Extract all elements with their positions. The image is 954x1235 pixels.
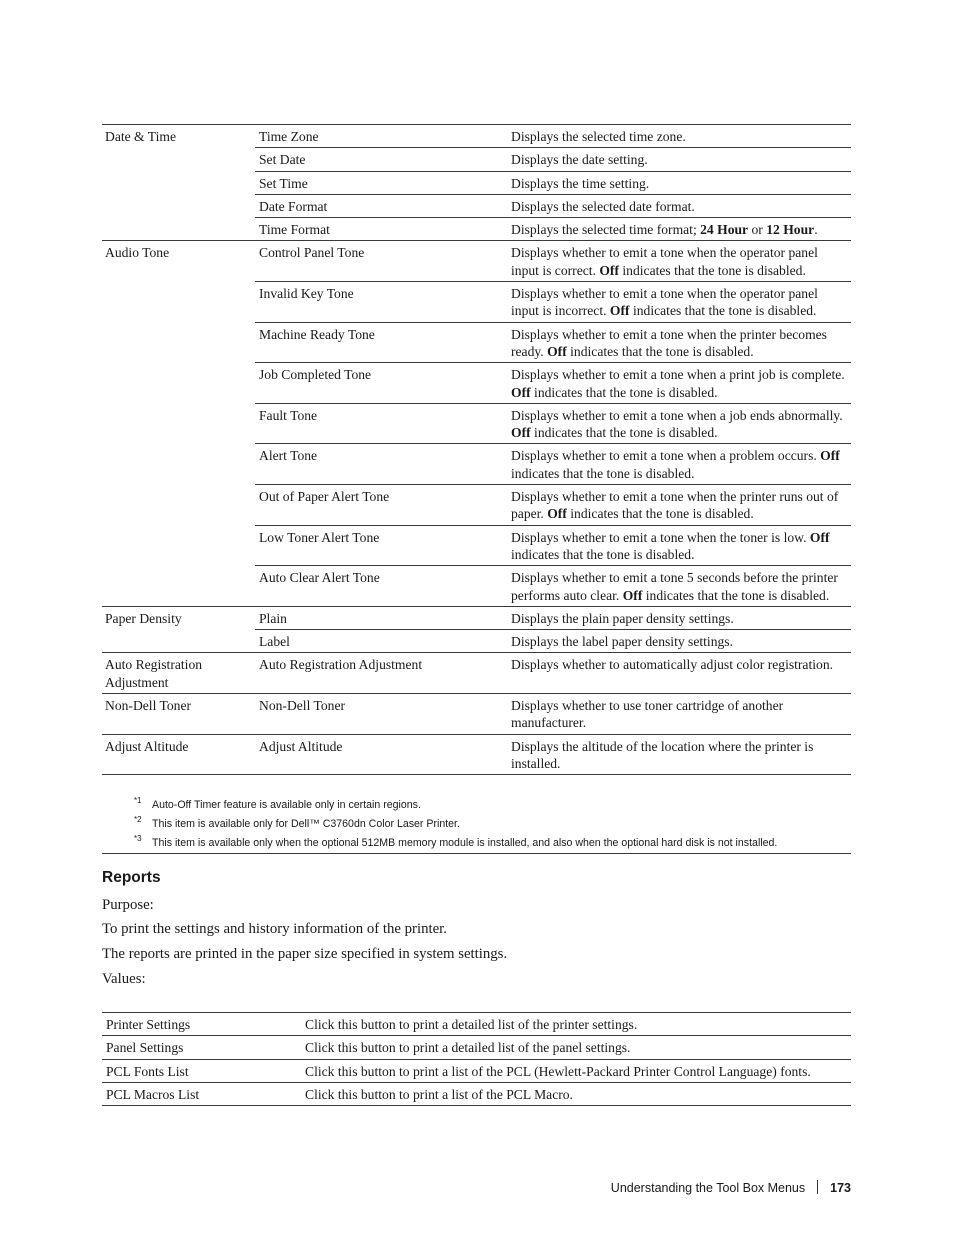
setting-description: Displays whether to use toner cartridge of another manufacturer.	[507, 694, 851, 735]
description-text: Displays whether to emit a tone when the operator panel input is incorrect.	[511, 286, 818, 319]
setting-group	[102, 148, 255, 171]
description-text: Displays whether to emit a tone when a print job is complete.	[511, 367, 845, 383]
description-text: indicates that the tone is disabled.	[511, 546, 695, 562]
table-row	[102, 194, 851, 217]
setting-item: Non-Dell Toner	[255, 694, 507, 735]
setting-group: Date & Time	[102, 125, 255, 148]
footnotes	[102, 793, 851, 854]
purpose-label: Purpose:	[102, 897, 154, 913]
table-row	[102, 363, 851, 404]
table-row	[102, 125, 851, 148]
description-text: Displays whether to emit a tone when the toner is low.	[511, 529, 810, 545]
report-item: PCL Macros List	[102, 1082, 301, 1105]
setting-group	[102, 363, 255, 404]
setting-item: Out of Paper Alert Tone	[255, 485, 507, 526]
footnote-mark: *1	[134, 796, 142, 805]
description-text: Displays whether to emit a tone 5 seconds before the printer performs auto clear.	[511, 570, 838, 603]
description-text: indicates that the tone is disabled.	[618, 262, 806, 278]
section-heading: Reports	[102, 869, 161, 886]
report-description: Click this button to print a detailed list of the panel settings.	[301, 1036, 851, 1059]
setting-description	[507, 444, 851, 485]
setting-item: Fault Tone	[255, 403, 507, 444]
setting-group: Non-Dell Toner	[102, 694, 255, 735]
footnote-text: Auto-Off Timer feature is available only in certain regions.	[152, 799, 421, 811]
table-row	[102, 630, 851, 653]
footer-section-title: Understanding the Tool Box Menus	[610, 1181, 806, 1195]
description-text: Displays whether to emit a tone when the printer runs out of paper.	[511, 489, 839, 522]
table-row	[102, 734, 851, 775]
setting-group: Adjust Altitude	[102, 734, 255, 775]
setting-item: Machine Ready Tone	[255, 322, 507, 363]
setting-item: Label	[255, 630, 507, 653]
table-row	[102, 653, 851, 694]
setting-description: Displays the time setting.	[507, 171, 851, 194]
setting-group	[102, 566, 255, 607]
page-footer	[611, 1180, 851, 1195]
table-row	[102, 1036, 851, 1059]
bold-value: Off	[511, 425, 531, 441]
setting-item: Auto Registration Adjustment	[255, 653, 507, 694]
setting-item: Auto Clear Alert Tone	[255, 566, 507, 607]
setting-group	[102, 194, 255, 217]
setting-description	[507, 218, 851, 241]
footer-divider	[817, 1180, 818, 1194]
setting-description	[507, 403, 851, 444]
setting-item: Plain	[255, 606, 507, 629]
setting-description: Displays whether to automatically adjust color registration.	[507, 653, 851, 694]
setting-description: Displays the selected date format.	[507, 194, 851, 217]
report-description: Click this button to print a detailed list of the printer settings.	[301, 1013, 851, 1036]
table-row	[102, 282, 851, 323]
bold-value: Off	[820, 448, 840, 464]
table-row	[102, 694, 851, 735]
description-text: Displays whether to emit a tone when a job ends abnormally.	[511, 407, 843, 423]
description-text: indicates that the tone is disabled.	[629, 303, 817, 319]
setting-item: Time Zone	[255, 125, 507, 148]
table-row	[102, 606, 851, 629]
report-description: Click this button to print a list of the PCL (Hewlett-Packard Printer Control Language) fonts.	[301, 1059, 851, 1082]
table-row	[102, 403, 851, 444]
description-text: Displays whether to emit a tone when the operator panel input is correct.	[511, 245, 818, 278]
description-text: indicates that the tone is disabled.	[511, 465, 695, 481]
setting-description: Displays the altitude of the location where the printer is installed.	[507, 734, 851, 775]
setting-description: Displays the label paper density settings.	[507, 630, 851, 653]
setting-group: Paper Density	[102, 606, 255, 629]
bold-value: Off	[622, 587, 643, 603]
setting-item: Alert Tone	[255, 444, 507, 485]
setting-group: Auto Registration Adjustment	[102, 653, 255, 694]
footnote-mark: *3	[134, 834, 142, 843]
setting-group	[102, 485, 255, 526]
report-item: PCL Fonts List	[102, 1059, 301, 1082]
setting-group	[102, 525, 255, 566]
setting-group	[102, 630, 255, 653]
setting-group: Audio Tone	[102, 241, 255, 282]
footnote-mark: *2	[134, 815, 142, 824]
setting-group	[102, 171, 255, 194]
setting-description: Displays the selected time zone.	[507, 125, 851, 148]
setting-description	[507, 322, 851, 363]
description-text: indicates that the tone is disabled.	[566, 506, 754, 522]
table-row	[102, 1059, 851, 1082]
values-label: Values:	[102, 971, 146, 987]
bold-value: Off	[547, 506, 567, 522]
description-text: .	[814, 222, 818, 238]
setting-item: Date Format	[255, 194, 507, 217]
setting-description	[507, 525, 851, 566]
bold-value: Off	[609, 303, 630, 319]
description-text: Displays whether to emit a tone when the printer becomes ready.	[511, 326, 827, 359]
description-text: Displays the selected time format;	[511, 222, 701, 238]
setting-item: Low Toner Alert Tone	[255, 525, 507, 566]
setting-description	[507, 282, 851, 323]
table-row	[102, 1013, 851, 1036]
footnote-text: This item is available only when the optional 512MB memory module is installed, and also when the optional hard disk is not installed.	[152, 837, 778, 849]
table-row	[102, 566, 851, 607]
reports-table	[102, 1012, 851, 1106]
page-number: 173	[830, 1181, 851, 1195]
setting-group	[102, 403, 255, 444]
bold-value: Off	[599, 262, 619, 278]
table-row	[102, 171, 851, 194]
description-text: indicates that the tone is disabled.	[566, 343, 754, 359]
description-text: or	[748, 222, 767, 238]
setting-group	[102, 218, 255, 241]
setting-group	[102, 282, 255, 323]
description-text: indicates that the tone is disabled.	[530, 425, 718, 441]
setting-item: Adjust Altitude	[255, 734, 507, 775]
bold-value: 12 Hour	[766, 222, 815, 238]
table-row	[102, 1082, 851, 1105]
description-text: indicates that the tone is disabled.	[530, 384, 718, 400]
report-item: Panel Settings	[102, 1036, 301, 1059]
setting-description	[507, 363, 851, 404]
report-item: Printer Settings	[102, 1013, 301, 1036]
setting-item: Control Panel Tone	[255, 241, 507, 282]
table-row	[102, 525, 851, 566]
table-row	[102, 218, 851, 241]
footnote-text: This item is available only for Dell™ C3760dn Color Laser Printer.	[152, 818, 460, 830]
bold-value: Off	[547, 343, 567, 359]
setting-item: Set Date	[255, 148, 507, 171]
settings-table-body	[102, 125, 851, 775]
paper-size-note: The reports are printed in the paper size specified in system settings.	[102, 946, 508, 962]
description-text: indicates that the tone is disabled.	[642, 587, 830, 603]
table-row	[102, 485, 851, 526]
setting-item: Set Time	[255, 171, 507, 194]
table-row	[102, 148, 851, 171]
table-row	[102, 241, 851, 282]
table-row	[102, 444, 851, 485]
bold-value: Off	[809, 529, 830, 545]
setting-group	[102, 444, 255, 485]
setting-item: Invalid Key Tone	[255, 282, 507, 323]
setting-item: Job Completed Tone	[255, 363, 507, 404]
setting-description	[507, 566, 851, 607]
table-row	[102, 322, 851, 363]
setting-group	[102, 322, 255, 363]
setting-description	[507, 241, 851, 282]
settings-table	[102, 124, 851, 775]
purpose-text: To print the settings and history information of the printer.	[102, 921, 447, 937]
setting-description: Displays the date setting.	[507, 148, 851, 171]
bold-value: Off	[511, 384, 531, 400]
description-text: Displays whether to emit a tone when a problem occurs.	[511, 448, 821, 464]
setting-description	[507, 485, 851, 526]
bold-value: 24 Hour	[700, 222, 749, 238]
setting-description: Displays the plain paper density settings.	[507, 606, 851, 629]
report-description: Click this button to print a list of the PCL Macro.	[301, 1082, 851, 1105]
setting-item: Time Format	[255, 218, 507, 241]
